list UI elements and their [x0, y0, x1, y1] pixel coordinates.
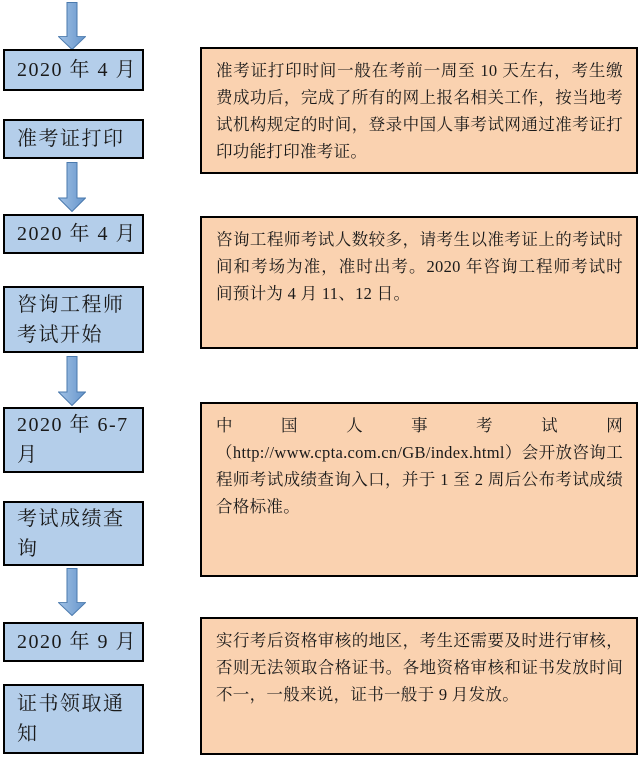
down-arrow-icon [58, 356, 86, 406]
event-box [3, 501, 144, 566]
date-label: 2020 年 4 月 [17, 223, 137, 245]
down-arrow-icon [58, 162, 86, 212]
description-box [200, 617, 638, 755]
event-label: 考试成绩查询 [17, 507, 125, 560]
down-arrow-icon [58, 568, 86, 616]
date-label: 2020 年 6-7 月 [17, 414, 129, 466]
description-box [200, 402, 638, 577]
date-box [3, 622, 144, 662]
description-box [200, 216, 638, 349]
description-text: 咨询工程师考试人数较多，请考生以准考证上的考试时间和考场为准，准时出考。2020 年咨询工程师考试时间预计为 4 月 11、12 日。 [216, 230, 623, 303]
description-text: 中国人事考试网（http://www.cpta.com.cn/GB/index.html）会开放咨询工程师考试成绩查询入口，并于 1 至 2 周后公布考试成绩合格标准。 [216, 416, 623, 516]
event-label: 咨询工程师考试开始 [17, 293, 125, 346]
event-label: 证书领取通知 [17, 693, 125, 745]
date-box [3, 214, 144, 254]
description-text: 实行考后资格审核的地区，考生还需要及时进行审核，否则无法领取合格证书。各地资格审核和证书发放时间不一，一般来说，证书一般于 9 月发放。 [216, 631, 623, 704]
description-text: 准考证打印时间一般在考前一周至 10 天左右，考生缴费成功后，完成了所有的网上报名相关工作，按当地考试机构规定的时间，登录中国人事考试网通过准考证打印功能打印准考证。 [216, 61, 623, 161]
event-box [3, 119, 144, 159]
event-box [3, 286, 144, 353]
down-arrow-icon [58, 2, 86, 50]
date-box [3, 49, 144, 91]
event-label: 准考证打印 [17, 128, 125, 150]
event-box [3, 684, 144, 754]
date-label: 2020 年 9 月 [17, 631, 137, 653]
date-box [3, 407, 144, 473]
date-label: 2020 年 4 月 [17, 59, 137, 81]
description-box [200, 47, 638, 174]
